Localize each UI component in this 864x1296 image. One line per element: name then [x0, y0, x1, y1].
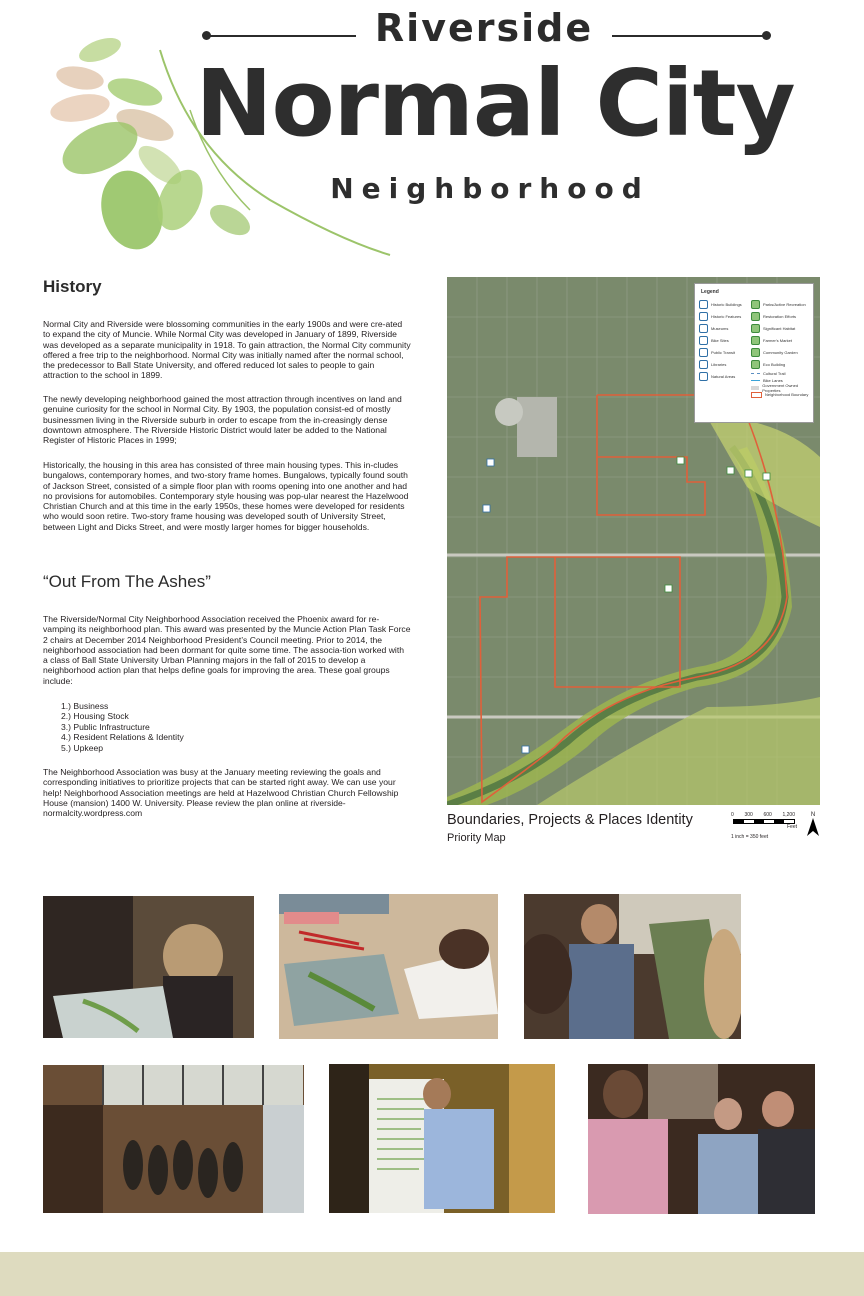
- photo-poster-board: [329, 1064, 555, 1213]
- leaf-illustration: [40, 30, 400, 260]
- history-paragraph-1: Normal City and Riverside were blossoming communities in the early 1900s and were cre-ated to expand the city of Muncie. While Normal City was developed in January of 1899, Riverside was developed as a separate municipality in 1918. To gain attraction, the Normal City community offered a free trip to the neighborhood. Normal City was initially named after the normal school, the predecessor to Ball State University, and offered reduced lot sales to people to gain attraction to the school in 1899.: [43, 319, 411, 381]
- photo-group-stairwell: [43, 1065, 304, 1213]
- garden-icon: [751, 348, 760, 357]
- goal-item: 4.) Resident Relations & Identity: [61, 732, 184, 743]
- legend-item: Bike Lanes: [751, 377, 813, 384]
- legend-item: Farmer's Market: [751, 334, 813, 346]
- legend-item: Public Transit: [699, 346, 742, 358]
- map-caption: Boundaries, Projects & Places Identity: [447, 812, 693, 828]
- scale-bar: [731, 812, 801, 842]
- legend-item: Government Owned Properties: [751, 384, 813, 391]
- scale-bar-graphic: [733, 819, 795, 824]
- boundary-swatch-icon: [751, 392, 762, 398]
- photo-table-materials: [279, 894, 498, 1039]
- ashes-intro: The Riverside/Normal City Neighborhood Association received the Phoenix award for re-vamping its neighborhood plan. This award was presented by the Muncie Action Plan Task Force 2 chairs at December 2014 Neighborhood President’s Council meeting. Prior to 2014, the neighborhood association had been dormant for quite some time. The associa-tion worked with a class of Ball State University Urban Planning majors in the fall of 2015 to develop a neighborhood action plan that helps define goals for improving the area. These goal groups include:: [43, 614, 411, 686]
- north-label: N: [810, 812, 816, 818]
- legend-item: Parks/Active Recreation: [751, 298, 813, 310]
- legend-item: Significant Habitat: [751, 322, 813, 334]
- bus-icon: [699, 348, 708, 357]
- legend-item: Eco Building: [751, 358, 813, 370]
- legend-item: Libraries: [699, 358, 742, 370]
- ashes-heading: “Out From The Ashes”: [43, 572, 211, 591]
- market-icon: [751, 336, 760, 345]
- rule-dot-right: [762, 31, 771, 40]
- restoration-icon: [751, 312, 760, 321]
- legend-item: Natural Areas: [699, 370, 742, 382]
- footer-band: [0, 1252, 864, 1296]
- history-paragraph-3: Historically, the housing in this area has consisted of three main housing types. This in-cludes bungalows, contemporary homes, and two-story frame homes. Bungalows, typically found south of Jackson Street, consisted of a simple floor plan with rooms opening into one another and had no provisions for automobiles. Contemporary style housing was pop-ular nearest the Hazelwood Christian Church and at this time in the early 1950s, these homes were developed for residents who would soon retire. Two-story frame housing was developed south of University Street, between Light and Dicks Street, and were mostly larger homes for bigger households.: [43, 460, 409, 532]
- history-paragraph-2: The newly developing neighborhood gained the most attraction through incentives on land and genuine curiosity for the school in Normal City. By 1903, the population consist-ed of mostly businessmen living in the Riverside suburb in order to escape from the in-creasingly dense downtown atmosphere. The Riverside Historic District would later be added to the National Register of Historic Places in 1999;: [43, 394, 402, 446]
- title-rule-right: [612, 35, 767, 37]
- museum-icon: [699, 324, 708, 333]
- goal-list: [61, 701, 184, 753]
- scale-note: 1 inch = 350 feet: [731, 834, 769, 840]
- gov-property-swatch-icon: [751, 386, 759, 390]
- legend-item: Cultural Trail: [751, 370, 813, 377]
- photo-wall-map: [524, 894, 741, 1039]
- map-legend: [694, 283, 814, 423]
- scale-tick: 0: [731, 812, 734, 818]
- legend-item: Neighborhood Boundary: [751, 391, 813, 398]
- history-heading: History: [43, 277, 102, 296]
- park-icon: [751, 300, 760, 309]
- eco-building-icon: [751, 360, 760, 369]
- legend-item: Museums: [699, 322, 742, 334]
- north-arrow-icon: [806, 812, 820, 838]
- legend-item: Restoration Efforts: [751, 310, 813, 322]
- legend-item: Bike Sites: [699, 334, 742, 346]
- goal-item: 3.) Public Infrastructure: [61, 721, 150, 732]
- trail-line-icon: [751, 373, 760, 374]
- title-normal-city: Normal City: [195, 50, 795, 157]
- legend-item: Community Garden: [751, 346, 813, 358]
- nature-icon: [699, 372, 708, 381]
- goal-item: 1.) Business: [61, 701, 109, 711]
- priority-map: [447, 277, 820, 805]
- ashes-closing: The Neighborhood Association was busy at the January meeting reviewing the goals and corresponding initiatives to prioritize projects that can be started right away. We can use your help! Neighborhood Association meetings are held at Hazelwood Christian Church Fellowship House (mansion) 1400 W. University. Please review the plan online at riverside-normalcity.wordpress.com: [43, 767, 399, 819]
- title-riverside: Riverside: [374, 6, 594, 50]
- legend-title: Legend: [701, 289, 719, 295]
- bike-icon: [699, 336, 708, 345]
- goal-item: 2.) Housing Stock: [61, 711, 129, 722]
- legend-column-left: [699, 298, 742, 382]
- map-subcaption: Priority Map: [447, 832, 506, 844]
- goal-item: 5.) Upkeep: [61, 742, 104, 753]
- habitat-icon: [751, 324, 760, 333]
- legend-item: Historic Features: [699, 310, 742, 322]
- legend-item: Historic Buildings: [699, 298, 742, 310]
- historic-building-icon: [699, 300, 708, 309]
- scale-tick: 300: [744, 812, 753, 818]
- scale-unit: Feet: [787, 824, 798, 830]
- historic-feature-icon: [699, 312, 708, 321]
- legend-column-right: [751, 298, 813, 398]
- title-neighborhood: Neighborhood: [330, 172, 650, 205]
- scale-tick: 600: [763, 812, 772, 818]
- bike-lane-line-icon: [751, 380, 760, 381]
- photo-discussion: [588, 1064, 815, 1214]
- scale-tick: 1,200: [782, 812, 795, 818]
- photo-map-review: [43, 896, 254, 1038]
- library-icon: [699, 360, 708, 369]
